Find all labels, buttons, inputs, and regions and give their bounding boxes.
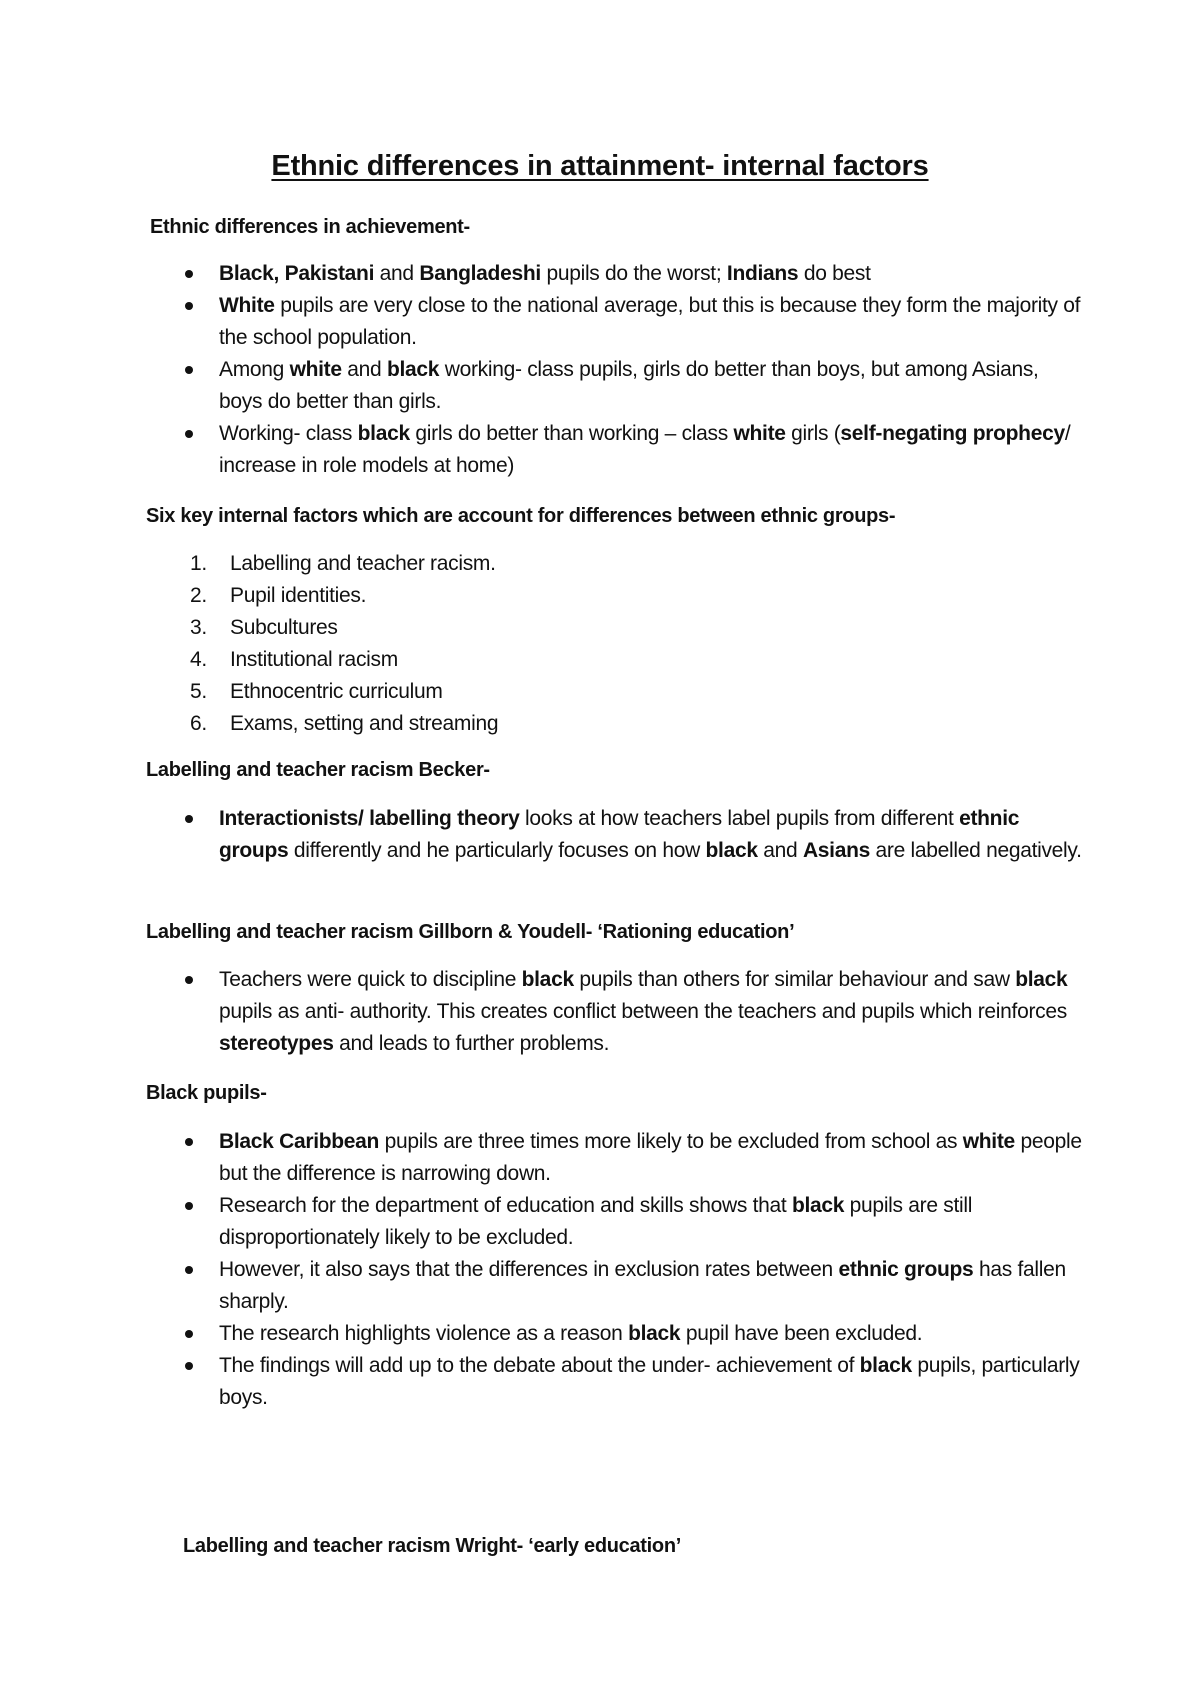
bullet-item — [185, 964, 1085, 1060]
section-heading-gillborn-youdell: Labelling and teacher racism Gillborn & Youdell- ‘Rationing education’ — [146, 921, 795, 943]
text: However, it also says that the differences in exclusion rates between — [219, 1258, 839, 1281]
bold-text: Black Caribbean — [219, 1130, 380, 1153]
text: girls ( — [785, 422, 841, 445]
bold-text: ethnic groups — [838, 1258, 974, 1281]
bullet-dot-icon — [185, 815, 193, 823]
text: pupils do the worst; — [540, 262, 727, 285]
bullet-item — [185, 354, 1085, 418]
black-pupils-bullet-list — [185, 1126, 1085, 1414]
bullet-dot-icon — [185, 270, 193, 278]
bold-text: black — [357, 422, 410, 445]
text: girls do better than working – class — [409, 422, 734, 445]
text: pupils as anti- authority. This creates conflict between the teachers and pupils which reinforces — [219, 1000, 1067, 1023]
section-heading-becker: Labelling and teacher racism Becker- — [146, 759, 490, 781]
bold-text: white — [289, 358, 342, 381]
bullet-item — [185, 803, 1085, 867]
text: pupils are three times more likely to be excluded from school as — [379, 1130, 963, 1153]
section-heading-black-pupils: Black pupils- — [146, 1082, 267, 1104]
bold-text: White — [219, 294, 275, 317]
bullet-item — [185, 1254, 1085, 1318]
item-text: Subcultures — [230, 616, 338, 639]
numbered-item — [190, 612, 990, 644]
bullet-dot-icon — [185, 1330, 193, 1338]
text: and leads to further problems. — [333, 1032, 610, 1055]
text: / increase in role models at home) — [219, 422, 1071, 477]
text: pupils, particularly boys. — [219, 1354, 1080, 1409]
text: Among — [219, 358, 290, 381]
text: The findings will add up to the debate about the under- achievement of — [219, 1354, 860, 1377]
bullet-dot-icon — [185, 430, 193, 438]
bullet-item — [185, 1190, 1085, 1254]
numbered-item — [190, 708, 990, 740]
bullet-dot-icon — [185, 1138, 193, 1146]
becker-bullet-list — [185, 803, 1085, 867]
bullet-item — [185, 1350, 1085, 1414]
gillborn-youdell-bullet-list — [185, 964, 1085, 1060]
text: Working- class — [219, 422, 358, 445]
bullet-item — [185, 418, 1085, 482]
text: pupils than others for similar behaviour and saw — [573, 968, 1016, 991]
bold-text: Indians — [726, 262, 799, 285]
numbered-item — [190, 580, 990, 612]
bold-text: Bangladeshi — [419, 262, 541, 285]
bold-text: Black, Pakistani — [219, 262, 375, 285]
text: has fallen sharply. — [219, 1258, 1066, 1313]
bullet-item — [185, 1318, 1085, 1350]
bullet-item — [185, 258, 1085, 290]
bold-text: black — [386, 358, 440, 381]
bullet-item — [185, 290, 1085, 354]
item-text: Pupil identities. — [230, 584, 367, 607]
bold-text: Interactionists/ labelling theory — [219, 807, 520, 830]
text: and — [341, 358, 387, 381]
text: The research highlights violence as a reason — [219, 1322, 629, 1345]
bullet-dot-icon — [185, 1202, 193, 1210]
bullet-dot-icon — [185, 302, 193, 310]
text: and — [757, 839, 803, 862]
item-number: 3. — [190, 616, 207, 639]
bold-text: black — [521, 968, 574, 991]
item-number: 5. — [190, 680, 207, 703]
achievement-bullet-list — [185, 258, 1085, 482]
bold-text: white — [962, 1130, 1015, 1153]
numbered-item — [190, 548, 990, 580]
text: and — [374, 262, 420, 285]
section-heading-internal-factors: Six key internal factors which are account for differences between ethnic groups- — [146, 505, 896, 527]
numbered-item — [190, 676, 990, 708]
text: Teachers were quick to discipline — [219, 968, 522, 991]
item-text: Institutional racism — [230, 648, 398, 671]
item-text: Ethnocentric curriculum — [230, 680, 443, 703]
bold-text: self-negating prophecy — [840, 422, 1065, 445]
bold-text: Asians — [802, 839, 871, 862]
bullet-dot-icon — [185, 366, 193, 374]
item-text: Exams, setting and streaming — [230, 712, 499, 735]
text: pupil have been excluded. — [680, 1322, 923, 1345]
item-number: 6. — [190, 712, 207, 735]
text: looks at how teachers label pupils from different — [519, 807, 960, 830]
bullet-item — [185, 1126, 1085, 1190]
bold-text: ethnic groups — [219, 807, 1020, 862]
text: pupils are still disproportionately likely to be excluded. — [219, 1194, 973, 1249]
text: are labelled negatively. — [870, 839, 1082, 862]
numbered-item — [190, 644, 990, 676]
bold-text: black — [859, 1354, 912, 1377]
bold-text: black — [628, 1322, 681, 1345]
text: working- class pupils, girls do better than boys, but among Asians, boys do better than girls. — [219, 358, 1039, 413]
bold-text: black — [791, 1194, 845, 1217]
internal-factors-numbered-list — [190, 548, 990, 740]
bold-text: white — [733, 422, 786, 445]
section-heading-wright: Labelling and teacher racism Wright- ‘early education’ — [183, 1535, 682, 1557]
text: differently and he particularly focuses on how — [288, 839, 706, 862]
text: do best — [798, 262, 871, 285]
bullet-dot-icon — [185, 976, 193, 984]
bold-text: black — [705, 839, 758, 862]
document-title: Ethnic differences in attainment- internal factors — [271, 150, 929, 182]
text: Research for the department of education and skills shows that — [219, 1194, 792, 1217]
item-number: 2. — [190, 584, 207, 607]
bullet-dot-icon — [185, 1362, 193, 1370]
item-number: 4. — [190, 648, 207, 671]
item-text: Labelling and teacher racism. — [230, 552, 496, 575]
bold-text: black — [1015, 968, 1068, 991]
bullet-dot-icon — [185, 1266, 193, 1274]
text: pupils are very close to the national average, but this is because they form the majority of the school population. — [219, 294, 1081, 349]
text: people but the difference is narrowing down. — [219, 1130, 1082, 1185]
item-number: 1. — [190, 552, 207, 575]
section-heading-achievement: Ethnic differences in achievement- — [150, 216, 470, 238]
bold-text: stereotypes — [219, 1032, 334, 1055]
